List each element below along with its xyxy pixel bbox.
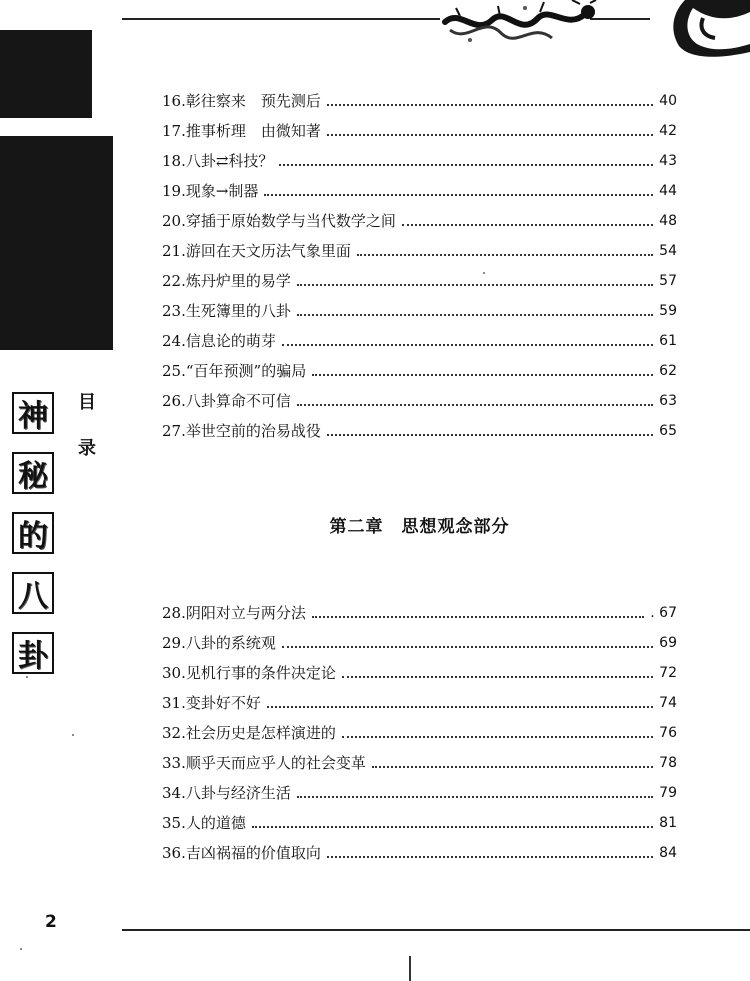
book-title-char: 卦	[12, 632, 54, 674]
toc-entry-title: 23.生死簿里的八卦	[162, 302, 291, 320]
header-rule-left	[122, 18, 440, 20]
toc-leader-dots	[297, 284, 653, 286]
toc-entry-title: 17.推事析理 由微知著	[162, 122, 321, 140]
toc-entry-title: 27.举世空前的治易战役	[162, 422, 321, 440]
toc-entry-page: 40	[659, 93, 677, 109]
toc-entry-page: 61	[659, 333, 677, 349]
toc-entry	[162, 356, 677, 380]
toc-entry-page: 48	[659, 213, 677, 229]
book-title-char: 神	[12, 392, 54, 434]
dragon-ornament-icon	[440, 0, 600, 50]
toc-entry-page: 44	[659, 183, 677, 199]
toc-entry-page: . 67	[650, 605, 677, 621]
toc-entry-title: 28.阴阳对立与两分法	[162, 604, 306, 622]
toc-entry	[162, 658, 677, 682]
toc-entry	[162, 598, 677, 622]
toc-entry	[162, 206, 677, 230]
toc-entry-title: 21.游回在天文历法气象里面	[162, 242, 351, 260]
book-title-char: 秘	[12, 452, 54, 494]
toc-entry	[162, 748, 677, 772]
toc-leader-dots	[342, 676, 653, 678]
chapter-heading: 第二章 思想观念部分	[329, 517, 510, 537]
toc-entry	[162, 236, 677, 260]
toc-entry-page: 54	[659, 243, 677, 259]
toc-entry	[162, 628, 677, 652]
toc-leader-dots	[297, 314, 653, 316]
toc-entry-page: 43	[659, 153, 677, 169]
toc-entry-title: 22.炼丹炉里的易学	[162, 272, 291, 290]
toc-entry-page: 57	[659, 273, 677, 289]
toc-leader-dots	[282, 344, 653, 346]
toc-leader-dots	[342, 736, 653, 738]
toc-entry	[162, 808, 677, 832]
toc-entry-title: 19.现象→制器	[162, 182, 259, 200]
toc-entry-title: 33.顺乎天而应乎人的社会变革	[162, 754, 366, 772]
sidebar-black-block-bottom	[0, 136, 113, 350]
sidebar-black-block-top	[0, 30, 92, 118]
toc-leader-dots	[297, 796, 653, 798]
corner-ornament-icon	[655, 0, 750, 60]
toc-entry-page: 78	[659, 755, 677, 771]
toc-entry-title: 16.彰往察来 预先测后	[162, 92, 321, 110]
toc-entry	[162, 718, 677, 742]
toc-entry	[162, 416, 677, 440]
toc-entry-page: 63	[659, 393, 677, 409]
toc-leader-dots	[264, 194, 653, 196]
toc-entry-page: 79	[659, 785, 677, 801]
toc-leader-dots	[312, 374, 653, 376]
toc-entry-title: 18.八卦⇄科技？	[162, 152, 274, 170]
toc-leader-dots	[282, 646, 653, 648]
scan-speck	[72, 734, 74, 736]
gutter-mark	[409, 956, 411, 981]
toc-entry	[162, 688, 677, 712]
book-title-char: 八	[12, 572, 54, 614]
toc-entry	[162, 86, 677, 110]
footer-rule	[122, 929, 750, 931]
toc-leader-dots	[402, 224, 653, 226]
toc-entry-page: 65	[659, 423, 677, 439]
book-title-char: 的	[12, 512, 54, 554]
toc-entry-title: 20.穿插于原始数学与当代数学之间	[162, 212, 396, 230]
toc-leader-dots	[357, 254, 653, 256]
sidebar-heading-mu: 目	[78, 392, 96, 413]
toc-entry	[162, 146, 677, 170]
toc-entry	[162, 778, 677, 802]
scan-speck	[483, 272, 485, 274]
toc-entry	[162, 176, 677, 200]
page-number: 2	[45, 912, 57, 932]
toc-entry-title: 25.“百年预测”的骗局	[162, 362, 307, 380]
toc-leader-dots	[327, 104, 653, 106]
toc-entry-page: 84	[659, 845, 677, 861]
toc-entry-page: 72	[659, 665, 677, 681]
scan-speck	[26, 676, 28, 678]
toc-leader-dots	[327, 134, 653, 136]
toc-leader-dots	[327, 434, 653, 436]
toc-entry-title: 26.八卦算命不可信	[162, 392, 291, 410]
toc-entry	[162, 116, 677, 140]
toc-entry-title: 30.见机行事的条件决定论	[162, 664, 336, 682]
toc-leader-dots	[279, 164, 653, 166]
toc-entry-page: 76	[659, 725, 677, 741]
toc-entry-title: 36.吉凶祸福的价值取向	[162, 844, 321, 862]
toc-entry-page: 74	[659, 695, 677, 711]
toc-entry-page: 42	[659, 123, 677, 139]
toc-entry-page: 81	[659, 815, 677, 831]
toc-entry-title: 32.社会历史是怎样演进的	[162, 724, 336, 742]
toc-leader-dots	[297, 404, 653, 406]
toc-entry-title: 35.人的道德	[162, 814, 246, 832]
toc-leader-dots	[372, 766, 653, 768]
toc-entry-page: 59	[659, 303, 677, 319]
toc-entry-page: 62	[659, 363, 677, 379]
toc-entry	[162, 326, 677, 350]
toc-entry	[162, 386, 677, 410]
toc-entry	[162, 266, 677, 290]
toc-entry-title: 29.八卦的系统观	[162, 634, 276, 652]
toc-leader-dots	[267, 706, 653, 708]
toc-leader-dots	[252, 826, 653, 828]
scan-speck	[20, 948, 22, 950]
toc-entry	[162, 296, 677, 320]
sidebar-heading-lu: 录	[78, 438, 96, 459]
toc-entry-title: 34.八卦与经济生活	[162, 784, 291, 802]
toc-leader-dots	[327, 856, 653, 858]
toc-entry-title: 31.变卦好不好	[162, 694, 261, 712]
toc-entry-title: 24.信息论的萌芽	[162, 332, 276, 350]
toc-entry-page: 69	[659, 635, 677, 651]
toc-leader-dots	[312, 616, 644, 618]
toc-entry	[162, 838, 677, 862]
